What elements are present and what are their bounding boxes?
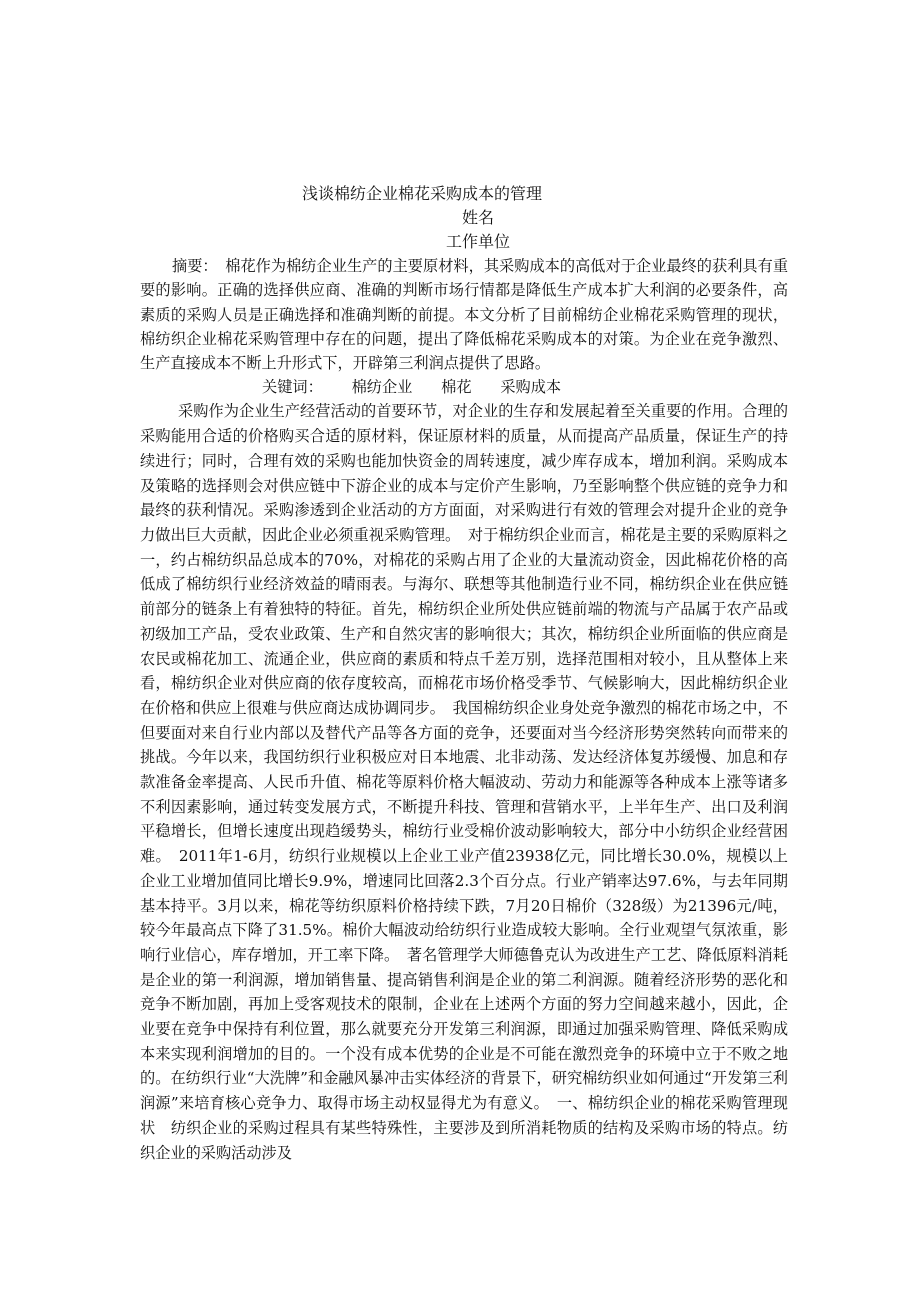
- document-page: [140, 182, 788, 1165]
- keywords-line: [262, 375, 788, 399]
- body-paragraph: 采购作为企业生产经营活动的首要环节，对企业的生存和发展起着至关重要的作用。合理的采购能用合适的价格购买合适的原材料，保证原材料的质量，从而提高产品质量，保证生产的持续进行；同时，合理有效的采购也能加快资金的周转速度，减少库存成本，增加利润。采购成本及策略的选择则会对供应链中下游企业的成本与定价产生影响，乃至影响整个供应链的竞争力和最终的获利情况。采购渗透到企业活动的方方面面，对采购进行有效的管理会对提升企业的竞争力做出巨大贡献，因此企业必须重视采购管理。 对于棉纺织企业而言，棉花是主要的采购原料之一，约占棉纺织品总成本的70%，对棉花的采购占用了企业的大量流动资金，因此棉花价格的高低成了棉纺织行业经济效益的晴雨表。与海尔、联想等其他制造行业不同，棉纺织企业在供应链前部分的链条上有着独特的特征。首先，棉纺织企业所处供应链前端的物流与产品属于农产品或初级加工产品，受农业政策、生产和自然灾害的影响很大；其次，棉纺织企业所面临的供应商是农民或棉花加工、流通企业，供应商的素质和特点千差万别，选择范围相对较小，且从整体上来看，棉纺织企业对供应商的依存度较高，而棉花市场价格受季节、气候影响大，因此棉纺织企业在价格和供应上很难与供应商达成协调同步。 我国棉纺织企业身处竞争激烈的棉花市场之中，不但要面对来自行业内部以及替代产品等各方面的竞争，还要面对当今经济形势突然转向而带来的挑战。今年以来，我国纺织行业积极应对日本地震、北非动荡、发达经济体复苏缓慢、加息和存款准备金率提高、人民币升值、棉花等原料价格大幅波动、劳动力和能源等各种成本上涨等诸多不利因素影响，通过转变发展方式，不断提升科技、管理和营销水平，上半年生产、出口及利润平稳增长，但增长速度出现趋缓势头，棉纺行业受棉价波动影响较大，部分中小纺织企业经营困难。 2011年1-6月，纺织行业规模以上企业工业产值23938亿元，同比增长30.0%，规模以上企业工业增加值同比增长9.9%，增速同比回落2.3个百分点。行业产销率达97.6%，与去年同期基本持平。3月以来，棉花等纺织原料价格持续下跌，7月20日棉价（328级）为21396元/吨，较今年最高点下降了31.5%。棉价大幅波动给纺织行业造成较大影响。全行业观望气氛浓重，影响行业信心，库存增加，开工率下降。 著名管理学大师德鲁克认为改进生产工艺、降低原料消耗是企业的第一利润源，增加销售量、提高销售利润是企业的第二利润源。随着经济形势的恶化和竞争不断加剧，再加上受客观技术的限制，企业在上述两个方面的努力空间越来越小，因此，企业要在竞争中保持有利位置，那么就要充分开发第三利润源，即通过加强采购管理、降低采购成本来实现利润增加的目的。一个没有成本优势的企业是不可能在激烈竞争的环境中立于不败之地的。在纺织行业“大洗牌”和金融风暴冲击实体经济的背景下，研究棉纺织业如何通过“开发第三利润源”来培育核心竞争力、取得市场主动权显得尤为有意义。 一、棉纺织企业的棉花采购管理现状 纺织企业的采购过程具有某些特殊性，主要涉及到所消耗物质的结构及采购市场的特点。纺织企业的采购活动涉及: [140, 402, 788, 1162]
- keywords-label: 关键词：: [262, 378, 323, 397]
- abstract-paragraph: [140, 254, 788, 375]
- keyword-item: 采购成本: [500, 378, 562, 397]
- abstract-text: 棉花作为棉纺企业生产的主要原材料，其采购成本的高低对于企业最终的获利具有重要的影响。正确的选择供应商、准确的判断市场行情都是降低生产成本扩大利润的必要条件，高素质的采购人员是正确选择和准确判断的前提。本文分析了目前棉纺企业棉花采购管理的现状，棉纺织企业棉花采购管理中存在的问题，提出了降低棉花采购成本的对策。为企业在竞争激烈、生产直接成本不断上升形式下，开辟第三利润点提供了思路。: [140, 257, 789, 373]
- abstract-label: 摘要：: [172, 257, 218, 275]
- author-affiliation: 工作单位: [446, 232, 511, 251]
- document-title: 浅谈棉纺企业棉花采购成本的管理: [302, 184, 543, 203]
- keyword-item: 棉纺企业: [351, 378, 413, 397]
- keyword-item: 棉花: [441, 378, 472, 397]
- author-name: 姓名: [462, 208, 495, 227]
